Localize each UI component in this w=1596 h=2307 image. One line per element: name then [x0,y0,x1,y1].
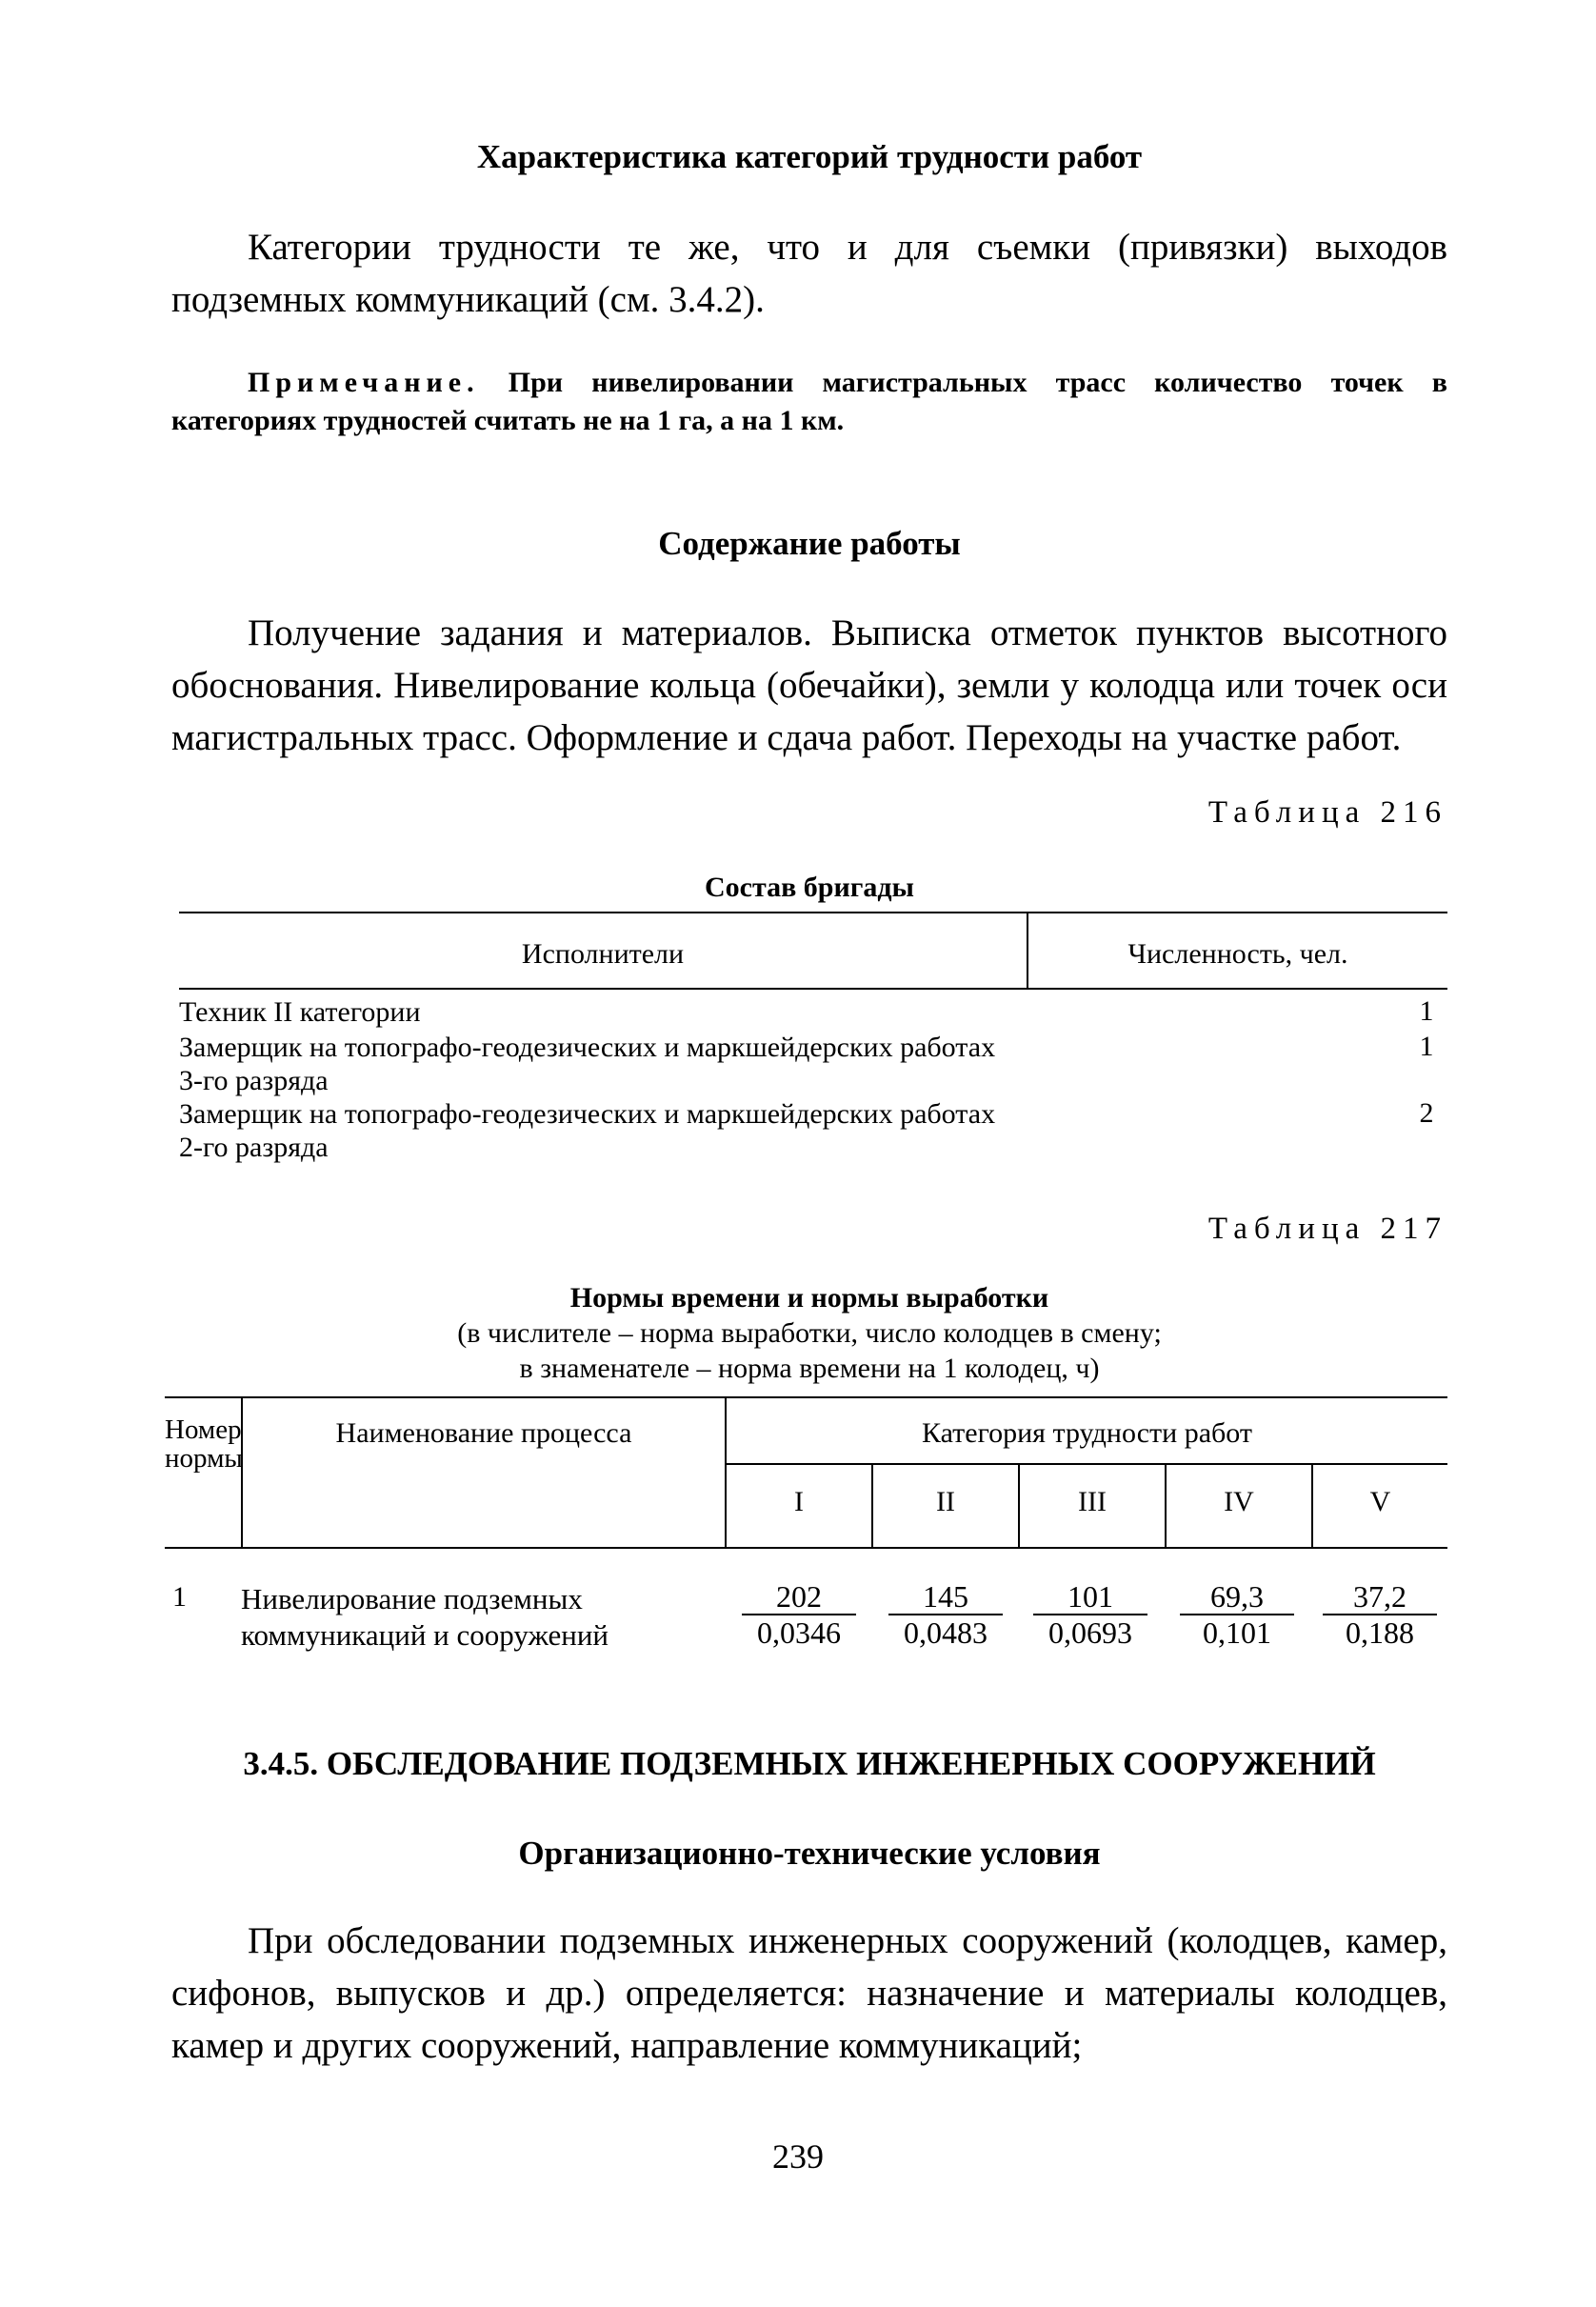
difficulty-paragraph: Категории трудности те же, что и для съемки (привязки) выходов подземных коммуникаций (см. 3.4.2). [171,227,1447,320]
note-label: Примечание. [248,367,480,398]
table-row: Замерщик на топографо-геодезических и маркшейдерских работах 3-го разряда [179,1032,996,1096]
table-217-title-block [171,1280,1447,1386]
section-heading-content: Содержание работы [658,525,961,562]
category-header: IV [1224,1486,1254,1517]
row-count: 1 [1419,995,1434,1027]
table-217-title: Нормы времени и нормы выработки [569,1282,1049,1314]
note [171,364,1447,440]
category-header: II [936,1486,955,1517]
category-rule [725,1463,1447,1465]
row-count: 2 [1419,1097,1434,1129]
table-217-label: Таблица 217 [1207,1212,1447,1246]
category-header: III [1078,1486,1107,1517]
header-process-name: Наименование процесса [335,1417,632,1449]
section-heading-survey: 3.4.5. ОБСЛЕДОВАНИЕ ПОДЗЕМНЫХ ИНЖЕНЕРНЫХ СООРУЖЕНИЙ [243,1745,1376,1782]
survey-paragraph: При обследовании подземных инженерных сооружений (колодцев, камер, сифонов, выпусков и др.) определяется: назначение и материалы колодцев, камер и других сооружений, направление коммуникаций; [171,1920,1447,2066]
subheading-conditions: Организационно-технические условия [518,1835,1101,1872]
content-paragraph: Получение задания и материалов. Выписка отметок пунктов высотного обоснования. Нивелирование кольца (обечайки), земли у колодца или точек оси магистральных трасс. Оформление и сдача работ. Переходы на участке работ. [171,612,1447,758]
norm-value-cat-2: $\frac{145}{0,0483}$ [888,1579,1003,1650]
header-norm-number: Номер нормы [165,1414,243,1474]
header-performers: Исполнители [521,938,685,970]
row-count: 1 [1419,1031,1434,1062]
note-text: При нивелировании магистральных трасс количество точек в категориях трудностей считать не на 1 га, а на 1 км. [171,367,1447,436]
table-217-top-rule [165,1396,1447,1398]
header-count: Численность, чел. [1127,938,1348,970]
norm-value-cat-1: $\frac{202}{0,0346}$ [742,1579,856,1650]
table-217-subtitle-2: в знаменателе – норма времени на 1 колодец, ч) [519,1353,1100,1384]
category-header: I [794,1486,804,1517]
table-216-label: Таблица 216 [1207,795,1447,830]
table-row: Техник II категории [179,996,421,1028]
norm-value-cat-4: $\frac{69,3}{0,101}$ [1180,1579,1294,1650]
table-217-header-rule [165,1547,1447,1549]
norm-value-cat-5: $\frac{37,2}{0,188}$ [1323,1579,1437,1650]
norm-value-cat-3: $\frac{101}{0,0693}$ [1033,1579,1147,1650]
row-norm-number: 1 [172,1581,187,1613]
table-217-subtitle-1: (в числителе – норма выработки, число колодцев в смену; [457,1317,1162,1349]
page-number: 239 [772,2137,824,2176]
section-heading-difficulty: Характеристика категорий трудности работ [476,138,1143,175]
header-difficulty-category: Категория трудности работ [921,1417,1253,1449]
category-header: V [1369,1486,1391,1517]
table-216-header-rule [179,988,1447,990]
table-216-top-rule [179,912,1447,913]
table-216-title: Состав бригады [705,872,914,903]
table-row: Замерщик на топографо-геодезических и маркшейдерских работах 2-го разряда [179,1098,996,1163]
row-process-name: Нивелирование подземных коммуникаций и сооружений [241,1582,609,1652]
